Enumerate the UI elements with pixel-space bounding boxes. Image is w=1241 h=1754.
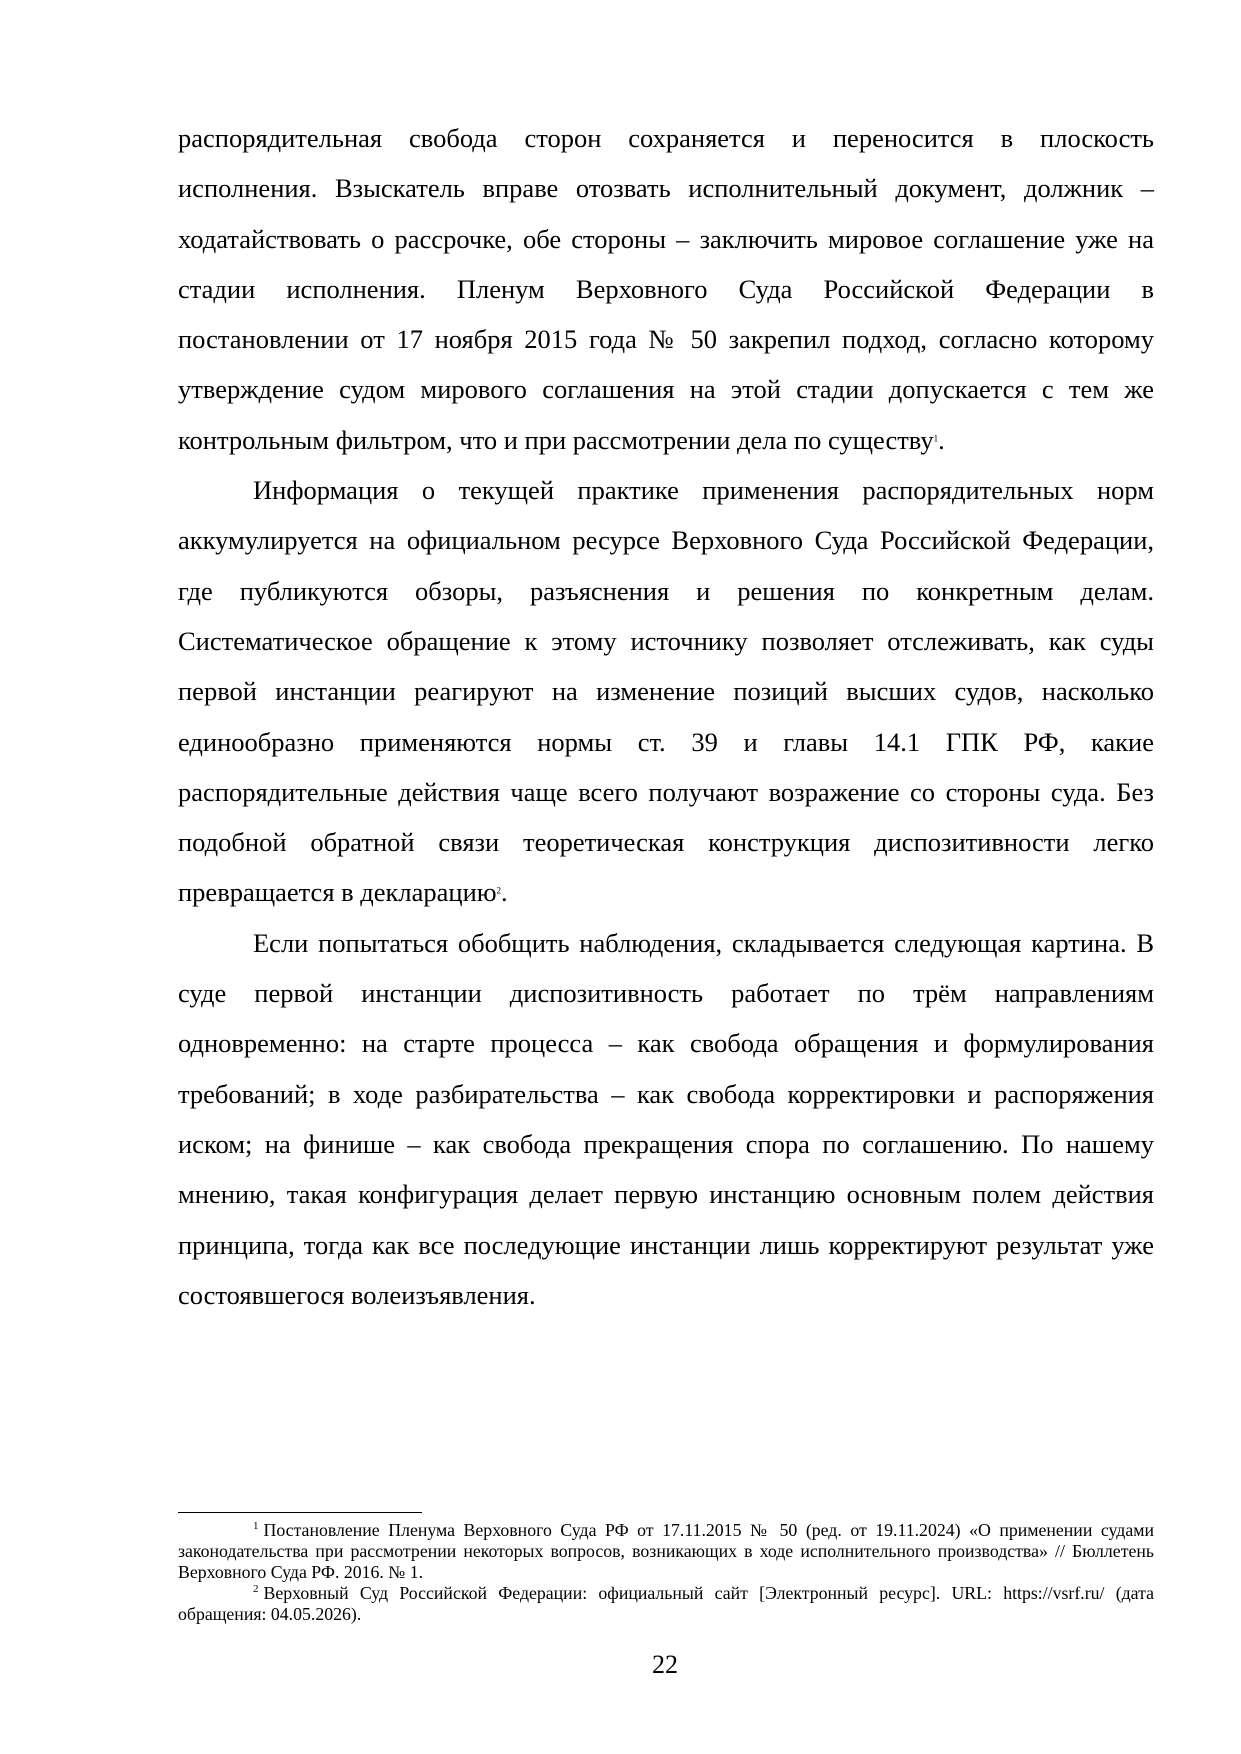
body-text	[178, 113, 1154, 1320]
paragraph-2-tail: .	[501, 877, 508, 908]
footnote-ref-1[interactable]: 1	[933, 433, 939, 444]
paragraph-1-tail: .	[938, 424, 945, 455]
paragraph-3	[178, 918, 1154, 1320]
footnote-ref-2[interactable]: 2	[496, 885, 502, 896]
footnote-separator	[178, 1512, 422, 1513]
paragraph-1-text: распорядительная свобода сторон сохраняется и переносится в плоскость исполнения. Взыскатель вправе отозвать исполнительный документ, должник – ходатайствовать о рассрочке, обе стороны – заключить мировое соглашение уже на стадии исполнения. Пленум Верховного Суда Российской Федерации в постановлении от 17 ноября 2015 года № 50 закрепил подход, согласно которому утверждение судом мирового соглашения на этой стадии допускается с тем же контрольным фильтром, что и при рассмотрении дела по существу	[178, 123, 1154, 455]
page-number: 22	[652, 1650, 678, 1679]
paragraph-2-text: Информация о текущей практике применения распорядительных норм аккумулируется на официальном ресурсе Верховного Суда Российской Федерации, где публикуются обзоры, разъяснения и решения по конкретным делам. Систематическое обращение к этому источнику позволяет отслеживать, как суды первой инстанции реагируют на изменение позиций высших судов, насколько единообразно применяются нормы ст. 39 и главы 14.1 ГПК РФ, какие распорядительные действия чаще всего получают возражение со стороны суда. Без подобной обратной связи теоретическая конструкция диспозитивности легко превращается в декларацию	[178, 475, 1154, 908]
footnote-1	[178, 1520, 1154, 1583]
paragraph-3-text: Если попытаться обобщить наблюдения, складывается следующая картина. В суде первой инстанции диспозитивность работает по трём направлениям одновременно: на старте процесса – как свобода обращения и формулирования требований; в ходе разбирательства – как свобода корректировки и распоряжения иском; на финише – как свобода прекращения спора по соглашению. По нашему мнению, такая конфигурация делает первую инстанцию основным полем действия принципа, тогда как все последующие инстанции лишь корректируют результат уже состоявшегося волеизъявления.	[178, 927, 1154, 1310]
footnote-1-number: 1	[253, 1520, 259, 1533]
paragraph-2	[178, 465, 1154, 918]
paragraph-1	[178, 113, 1154, 465]
footnote-2	[178, 1583, 1154, 1625]
footnote-1-text: Постановление Пленума Верховного Суда РФ от 17.11.2015 № 50 (ред. от 19.11.2024) «О применении судами законодательства при рассмотрении некоторых вопросов, возникающих в ходе исполнительного производства» // Бюллетень Верховного Суда РФ. 2016. № 1.	[178, 1520, 1154, 1582]
footnote-2-text: Верховный Суд Российской Федерации: официальный сайт [Электронный ресурс]. URL: https://vsrf.ru/ (дата обращения: 04.05.2026).	[178, 1583, 1154, 1624]
footnotes	[178, 1520, 1154, 1625]
footnote-2-number: 2	[253, 1583, 259, 1596]
